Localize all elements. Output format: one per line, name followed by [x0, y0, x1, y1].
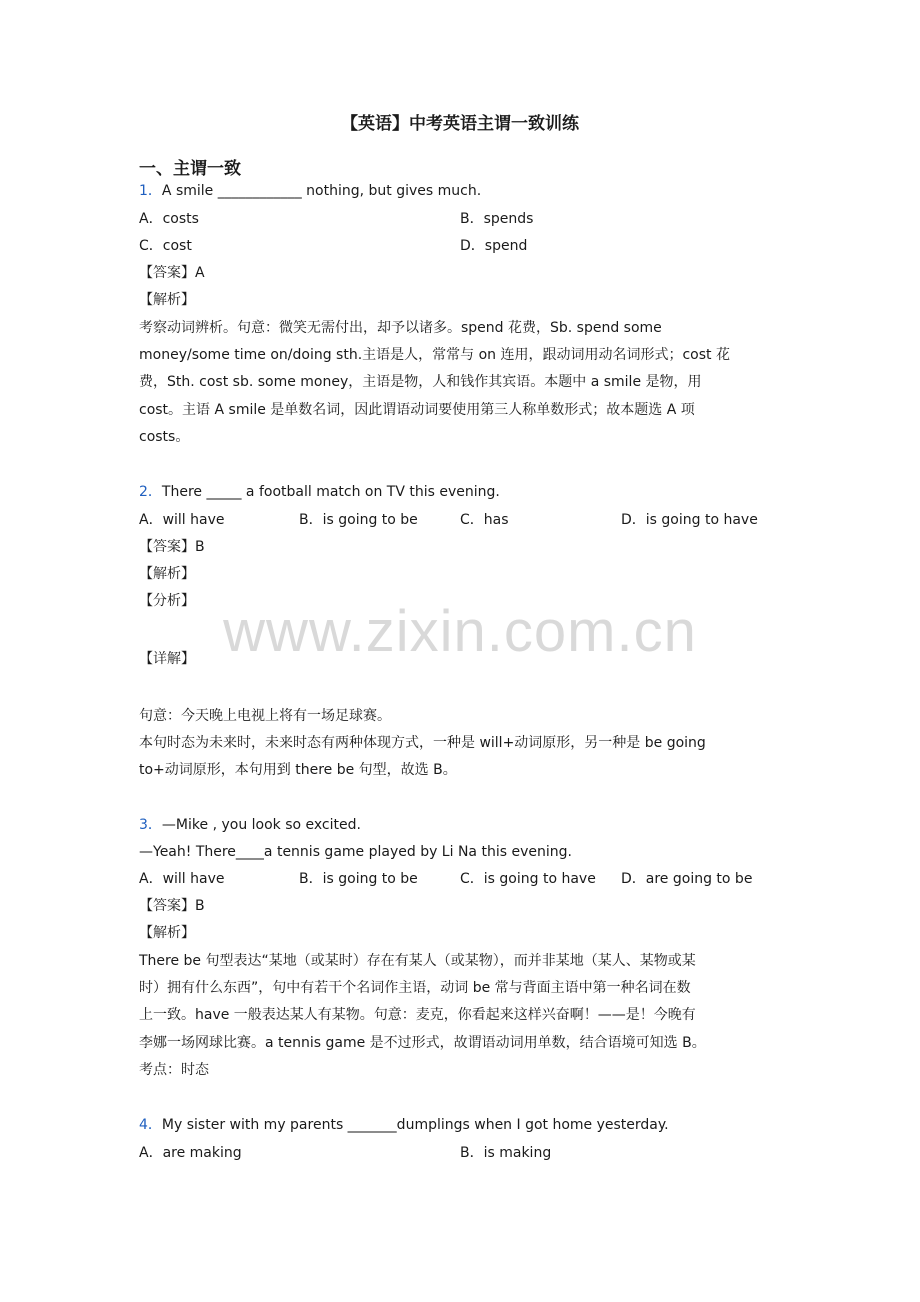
q1-option-a: A．costs — [139, 211, 199, 227]
watermark: www.zixin.com.cn — [223, 599, 697, 664]
q2-detail-line: 句意：今天晚上电视上将有一场足球赛。 — [139, 708, 391, 724]
q3-answer: 【答案】B — [139, 898, 205, 914]
question-number: 4． — [139, 1117, 162, 1133]
page-title: 【英语】中考英语主谓一致训练 — [341, 114, 579, 134]
q1-option-b: B．spends — [460, 211, 534, 227]
q4-option-a: A．are making — [139, 1145, 242, 1161]
question-number: 3． — [139, 817, 162, 833]
q2-detail-line: 本句时态为未来时，未来时态有两种体现方式，一种是 will+动词原形，另一种是 be going — [139, 735, 706, 751]
q1-analysis-line: money/some time on/doing sth.主语是人，常常与 on 连用，跟动词用动名词形式；cost 花 — [139, 347, 730, 363]
q3-option-a: A．will have — [139, 871, 225, 887]
question-1-stem — [139, 181, 481, 201]
question-2-stem — [139, 482, 500, 502]
q1-analysis-line: costs。 — [139, 429, 190, 445]
q2-analysis-label: 【解析】 — [139, 566, 195, 582]
question-number: 2． — [139, 484, 162, 500]
q2-fenxi-label: 【分析】 — [139, 593, 195, 609]
q3-analysis-line: There be 句型表达“某地（或某时）存在有某人（或某物），而并非某地（某人、某物或某 — [139, 953, 696, 969]
q3-analysis-line: 时）拥有什么东西”，句中有若干个名词作主语，动词 be 常与背面主语中第一种名词在数 — [139, 980, 691, 996]
q1-analysis-line: 考察动词辨析。句意：微笑无需付出，却予以诸多。spend 花费，Sb. spend some — [139, 320, 662, 336]
q1-option-c: C．cost — [139, 238, 192, 254]
q4-option-b: B．is making — [460, 1145, 552, 1161]
q2-detail-label: 【详解】 — [139, 651, 195, 667]
q2-option-c: C．has — [460, 512, 509, 528]
q3-analysis-label: 【解析】 — [139, 925, 195, 941]
q2-answer: 【答案】B — [139, 539, 205, 555]
question-text: There _____ a football match on TV this evening. — [161, 484, 500, 500]
q3-option-d: D．are going to be — [621, 871, 753, 887]
q2-option-d: D．is going to have — [621, 512, 758, 528]
q1-analysis-line: cost。主语 A smile 是单数名词，因此谓语动词要使用第三人称单数形式；故本题选 A 项 — [139, 402, 695, 418]
q1-analysis-label: 【解析】 — [139, 292, 195, 308]
q2-option-b: B．is going to be — [299, 512, 418, 528]
question-text: —Mike , you look so excited. — [161, 817, 361, 833]
question-number: 1． — [139, 183, 162, 199]
q3-option-c: C．is going to have — [460, 871, 596, 887]
q3-analysis-line: 考点：时态 — [139, 1062, 209, 1078]
q1-analysis-line: 费，Sth. cost sb. some money，主语是物，人和钱作其宾语。本题中 a smile 是物，用 — [139, 374, 702, 390]
question-3-stem — [139, 815, 361, 835]
q3-option-b: B．is going to be — [299, 871, 418, 887]
q3-analysis-line: 李娜一场网球比赛。a tennis game 是不过形式，故谓语动词用单数，结合语境可知选 B。 — [139, 1035, 706, 1051]
question-text: A smile ____________ nothing, but gives much. — [161, 183, 482, 199]
q1-option-d: D．spend — [460, 238, 528, 254]
question-3-stem-line2: —Yeah! There____a tennis game played by Li Na this evening. — [139, 844, 572, 860]
question-text: My sister with my parents _______dumplings when I got home yesterday. — [161, 1117, 669, 1133]
section-heading: 一、主谓一致 — [139, 159, 241, 179]
q2-detail-line: to+动词原形，本句用到 there be 句型，故选 B。 — [139, 762, 457, 778]
q3-analysis-line: 上一致。have 一般表达某人有某物。句意：麦克，你看起来这样兴奋啊！——是！今晚有 — [139, 1007, 696, 1023]
q1-answer: 【答案】A — [139, 265, 205, 281]
q2-option-a: A．will have — [139, 512, 225, 528]
question-4-stem — [139, 1115, 669, 1135]
